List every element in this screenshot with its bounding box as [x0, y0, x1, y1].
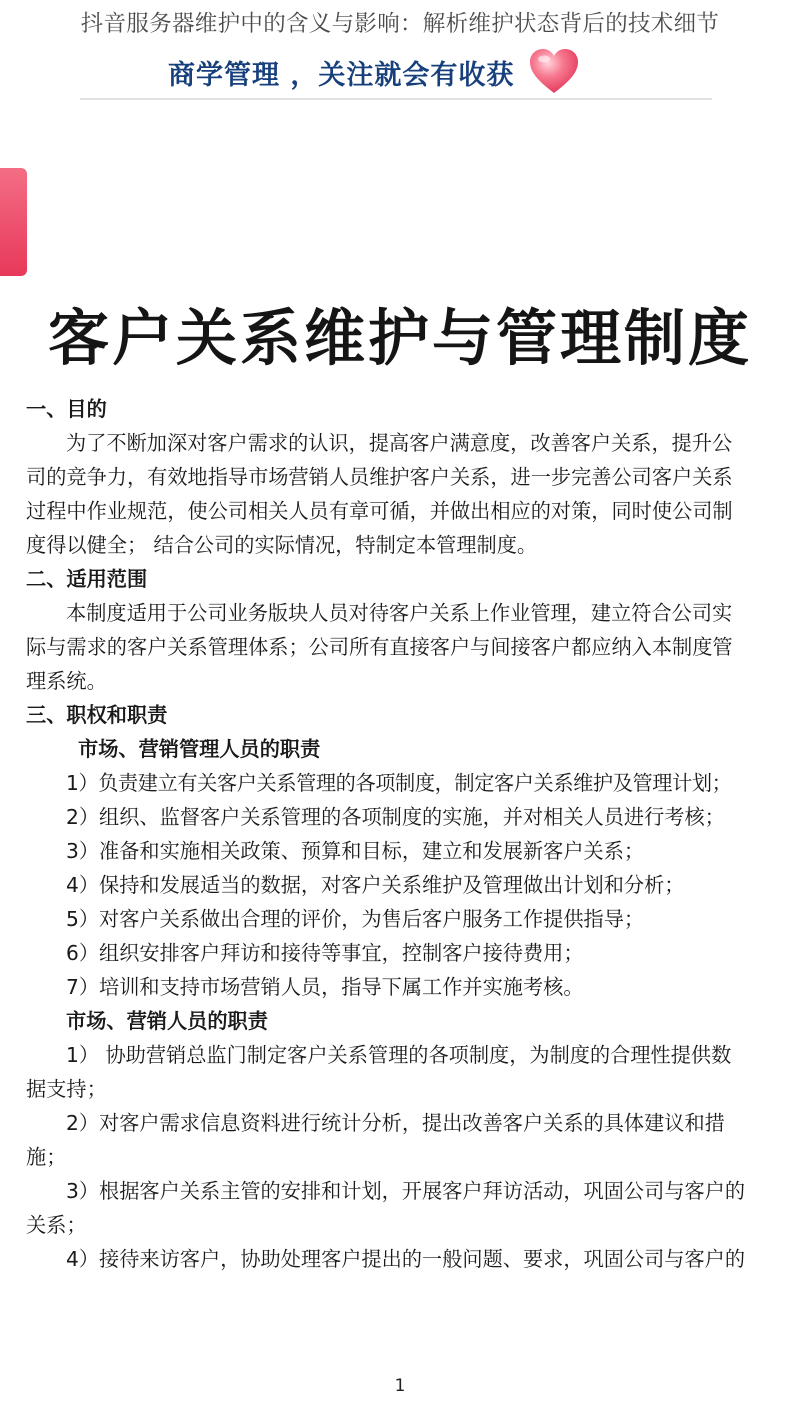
page-number: 1	[394, 1376, 406, 1396]
list-item: 3）准备和实施相关政策、预算和目标，建立和发展新客户关系；	[66, 839, 645, 863]
list-item: 7）培训和支持市场营销人员，指导下属工作并实施考核。	[66, 975, 584, 999]
list-item: 4）保持和发展适当的数据，对客户关系维护及管理做出计划和分析；	[66, 873, 685, 897]
overlay-title: 抖音服务器维护中的含义与影响：解析维护状态背后的技术细节	[80, 11, 720, 37]
list-item: 4）接待来访客户，协助处理客户提出的一般问题、要求，巩固公司与客户的	[66, 1247, 746, 1271]
list-item: 2）对客户需求信息资料进行统计分析，提出改善客户关系的具体建议和措	[66, 1111, 725, 1135]
banner-text: 商学管理 ，关注就会有收获	[168, 59, 515, 91]
section-heading: 三、职权和职责	[26, 703, 168, 727]
banner	[168, 50, 580, 94]
paragraph-line: 度得以健全； 结合公司的实际情况，特制定本管理制度。	[26, 533, 538, 557]
list-item-continuation: 据支持；	[26, 1077, 107, 1101]
list-item: 1） 协助营销总监门制定客户关系管理的各项制度，为制度的合理性提供数	[66, 1043, 732, 1067]
paragraph-line: 过程中作业规范，使公司相关人员有章可循，并做出相应的对策，同时使公司制	[26, 499, 733, 523]
subsection-heading: 市场、营销人员的职责	[66, 1009, 268, 1033]
section-heading: 一、目的	[26, 397, 107, 421]
list-item: 5）对客户关系做出合理的评价，为售后客户服务工作提供指导；	[66, 907, 645, 931]
paragraph-line: 为了不断加深对客户需求的认识，提高客户满意度，改善客户关系，提升公	[66, 431, 733, 455]
list-item: 1）负责建立有关客户关系管理的各项制度，制定客户关系维护及管理计划；	[66, 771, 732, 795]
list-item: 2）组织、监督客户关系管理的各项制度的实施，并对相关人员进行考核；	[66, 805, 725, 829]
document-body	[26, 392, 774, 1276]
heart-icon	[528, 48, 580, 96]
side-tab[interactable]	[0, 168, 27, 276]
paragraph-line: 司的竞争力，有效地指导市场营销人员维护客户关系，进一步完善公司客户关系	[26, 465, 733, 489]
paragraph-line: 际与需求的客户关系管理体系；公司所有直接客户与间接客户都应纳入本制度管	[26, 635, 733, 659]
paragraph-line: 理系统。	[26, 669, 107, 693]
document-title: 客户关系维护与管理制度	[47, 303, 752, 374]
list-item: 6）组织安排客户拜访和接待等事宜，控制客户接待费用；	[66, 941, 584, 965]
subsection-heading: 市场、营销管理人员的职责	[78, 737, 321, 761]
list-item-continuation: 施；	[26, 1145, 67, 1169]
banner-divider	[80, 98, 712, 100]
list-item: 3）根据客户关系主管的安排和计划，开展客户拜访活动，巩固公司与客户的	[66, 1179, 746, 1203]
paragraph-line: 本制度适用于公司业务版块人员对待客户关系上作业管理，建立符合公司实	[66, 601, 733, 625]
list-item-continuation: 关系；	[26, 1213, 87, 1237]
section-heading: 二、适用范围	[26, 567, 148, 591]
